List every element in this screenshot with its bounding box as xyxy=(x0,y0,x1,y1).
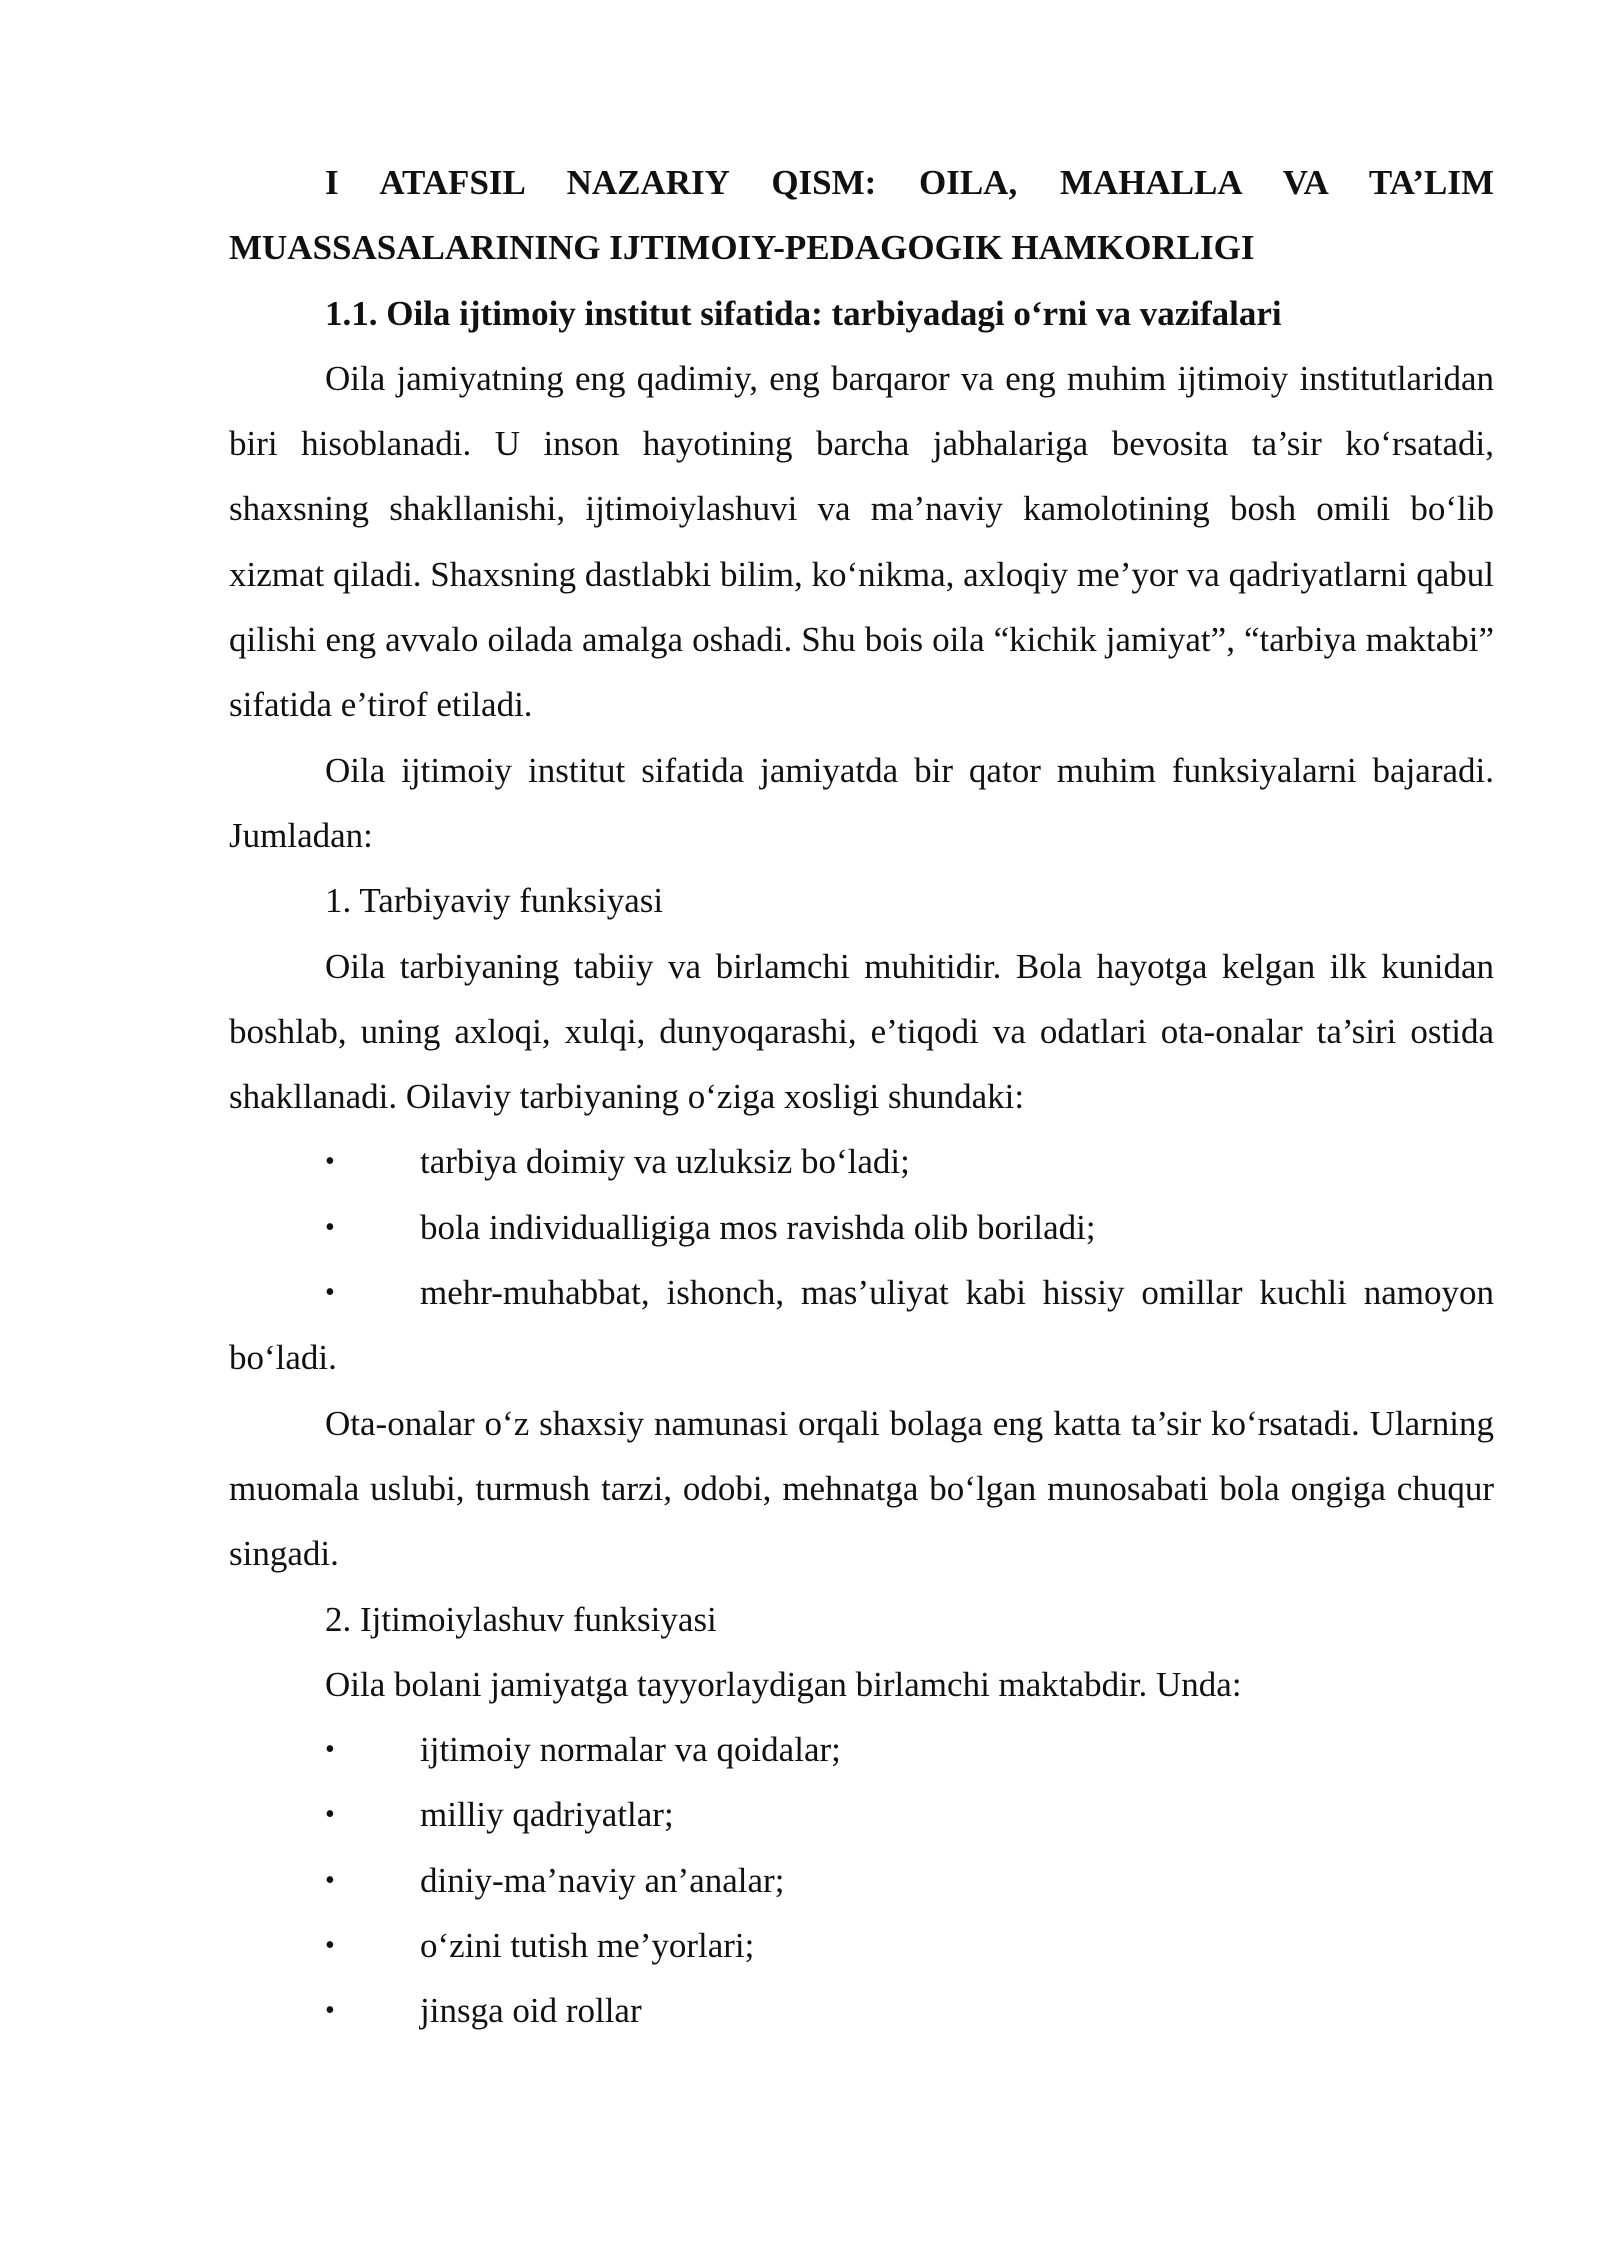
list-item xyxy=(229,1782,1494,1847)
socialization-list xyxy=(229,1717,1494,2043)
list-item xyxy=(229,1848,1494,1913)
list-item xyxy=(229,1129,1494,1194)
list-item-text: milliy qadriyatlar; xyxy=(420,1795,674,1835)
bullet-icon: • xyxy=(325,1146,335,1178)
bullet-icon: • xyxy=(325,1995,335,2027)
function-title-educational: 1. Tarbiyaviy funksiyasi xyxy=(325,881,664,921)
list-item xyxy=(229,1913,1494,1978)
bullet-icon: • xyxy=(325,1864,335,1896)
paragraph-parents-example: Ota-onalar o‘z shaxsiy namunasi orqali bolaga eng katta ta’sir ko‘rsatadi. Ularning muomala uslubi, turmush tarzi, odobi, mehnatga bo‘lgan munosabati bola ongiga chuqur singadi. xyxy=(229,1403,1494,1574)
list-item-text: jinsga oid rollar xyxy=(420,1991,642,2031)
list-item-text: bola individualligiga mos ravishda olib boriladi; xyxy=(420,1207,1096,1247)
list-item-text: ijtimoiy normalar va qoidalar; xyxy=(420,1730,841,1770)
list-item-text: o‘zini tutish me’yorlari; xyxy=(420,1926,755,1966)
paragraph-family-definition: Oila jamiyatning eng qadimiy, eng barqaror va eng muhim ijtimoiy institutlaridan biri hisoblanadi. U inson hayotining barcha jabhalariga bevosita ta’sir ko‘rsatadi, shaxsning shakllanishi, ijtimoiylashuvi va ma’naviy kamolotining bosh omili bo‘lib xizmat qiladi. Shaxsning dastlabki bilim, ko‘nikma, axloqiy me’yor va qadriyatlarni qabul qilishi eng avvalo oilada amalga oshadi. Shu bois oila “kichik jamiyat”, “tarbiya maktabi” sifatida e’tirof etiladi. xyxy=(229,358,1494,725)
bullet-icon: • xyxy=(325,1277,335,1309)
subsection-heading: 1.1. Oila ijtimoiy institut sifatida: tarbiyadagi o‘rni va vazifalari xyxy=(325,293,1282,333)
paragraph-family-functions-intro: Oila ijtimoiy institut sifatida jamiyatda bir qator muhim funksiyalarni bajaradi. Jumladan: xyxy=(229,750,1494,855)
bullet-icon: • xyxy=(325,1930,335,1962)
paragraph-educational-environment: Oila tarbiyaning tabiiy va birlamchi muhitidir. Bola hayotga kelgan ilk kunidan boshlab, uning axloqi, xulqi, dunyoqarashi, e’tiqodi va odatlari ota-onalar ta’siri ostida shakllanadi. Oilaviy tarbiyaning o‘ziga xosligi shundaki: xyxy=(229,946,1494,1117)
section-heading-line-2: MUASSASALARINING IJTIMOIY-PEDAGOGIK HAMKORLIGI xyxy=(229,228,1255,268)
list-item xyxy=(229,1717,1494,1782)
section-heading-line-1: I ATAFSIL NAZARIY QISM: OILA, MAHALLA VA TA’LIM xyxy=(325,163,1494,202)
educational-features-list xyxy=(229,1129,1494,1390)
bullet-icon: • xyxy=(325,1211,335,1243)
bullet-icon: • xyxy=(325,1734,335,1766)
paragraph-socialization-intro: Oila bolani jamiyatga tayyorlaydigan birlamchi maktabdir. Unda: xyxy=(325,1664,1242,1704)
list-item-text: mehr-muhabbat, ishonch, mas’uliyat kabi hissiy omillar kuchli namoyon bo‘ladi. xyxy=(229,1273,1494,1378)
function-title-socialization: 2. Ijtimoiylashuv funksiyasi xyxy=(325,1599,717,1639)
list-item xyxy=(229,1195,1494,1260)
bullet-icon: • xyxy=(325,1799,335,1831)
list-item xyxy=(229,1260,1494,1391)
document-page xyxy=(229,150,1494,2044)
list-item xyxy=(229,1978,1494,2043)
list-item-text: diniy-ma’naviy an’analar; xyxy=(420,1860,785,1900)
list-item-text: tarbiya doimiy va uzluksiz bo‘ladi; xyxy=(420,1142,910,1182)
